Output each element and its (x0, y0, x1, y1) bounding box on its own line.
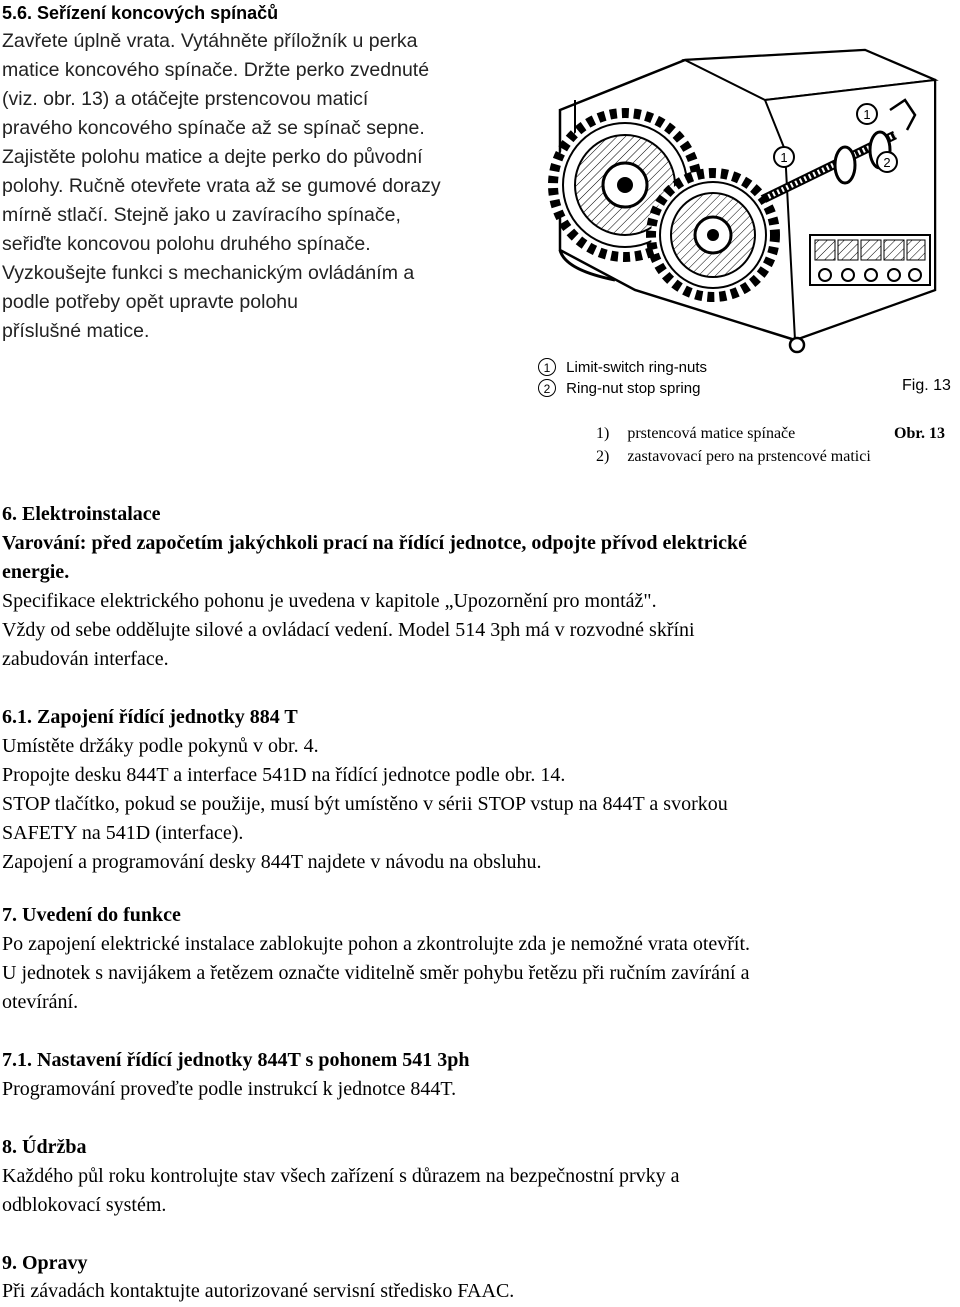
paragraph-line: Umístěte držáky podle pokynů v obr. 4. (2, 735, 319, 757)
paragraph-line: U jednotek s navijákem a řetězem označte viditelně směr pohybu řetězu při ručním zavírání a (2, 962, 750, 984)
caption-line: 2) zastavovací pero na prstencové matici (596, 448, 871, 465)
terminal-block (810, 235, 930, 285)
paragraph-line: Zavřete úplně vrata. Vytáhněte příložník u perka (2, 30, 418, 52)
paragraph-line: Po zapojení elektrické instalace zablokujte pohon a zkontrolujte zda je nemožné vrata otevřít. (2, 933, 751, 955)
paragraph-line: podle potřeby opět upravte polohu (2, 291, 298, 313)
figure-label: Fig. 13 (902, 377, 951, 394)
section-9-heading: 9. Opravy (2, 1252, 88, 1274)
section-8-heading: 8. Údržba (2, 1136, 87, 1158)
paragraph-line: Při závadách kontaktujte autorizované servisní středisko FAAC. (2, 1280, 515, 1302)
figure-13 (535, 40, 960, 400)
callout-marker (877, 152, 897, 172)
ring-nut (835, 147, 855, 183)
paragraph-line: příslušné matice. (2, 320, 150, 342)
section-5-6-paragraph (2, 27, 522, 346)
paragraph-line: Specifikace elektrického pohonu je uvedena v kapitole „Upozornění pro montáž". (2, 590, 657, 612)
paragraph-line: pravého koncového spínače až se spínač sepne. (2, 117, 425, 139)
gear-icon (651, 173, 775, 297)
caption-figure-number: Obr. 13 (894, 425, 945, 442)
section-7-1-heading: 7.1. Nastavení řídící jednotky 844T s pohonem 541 3ph (2, 1049, 470, 1071)
section-6-1-heading: 6.1. Zapojení řídící jednotky 884 T (2, 706, 298, 728)
svg-text:2: 2 (883, 155, 891, 170)
paragraph-line: seřiďte koncovou polohu druhého spínače. (2, 233, 371, 255)
svg-text:1: 1 (863, 107, 871, 122)
gear-mechanism-illustration (535, 40, 960, 400)
caption-line: 1) prstencová matice spínače (596, 425, 796, 442)
paragraph-line: polohy. Ručně otevřete vrata až se gumové dorazy (2, 175, 441, 197)
section-6-heading: 6. Elektroinstalace (2, 503, 161, 525)
paragraph-line: STOP tlačítko, pokud se použije, musí být umístěno v sérii STOP vstup na 844T a svorkou (2, 793, 728, 815)
paragraph-line: Programování proveďte podle instrukcí k jednotce 844T. (2, 1078, 457, 1100)
paragraph-line: (viz. obr. 13) a otáčejte prstencovou maticí (2, 88, 369, 110)
paragraph-line: Vyzkoušejte funkci s mechanickým ovládáním a (2, 262, 415, 284)
paragraph-line: odblokovací systém. (2, 1194, 167, 1216)
paragraph-line: zabudován interface. (2, 648, 169, 670)
figure-legend-item: 1 Limit-switch ring-nuts (538, 358, 707, 376)
paragraph-line: otevírání. (2, 991, 79, 1013)
paragraph-line: mírně stlačí. Stejně jako u zavíracího spínače, (2, 204, 401, 226)
paragraph-line: Zapojení a programování desky 844T najdete v návodu na obsluhu. (2, 851, 542, 873)
paragraph-line: Každého půl roku kontrolujte stav všech zařízení s důrazem na bezpečnostní prvky a (2, 1165, 680, 1187)
paragraph-line: Propojte desku 844T a interface 541D na řídící jednotce podle obr. 14. (2, 764, 566, 786)
paragraph-line: Zajistěte polohu matice a dejte perko do původní (2, 146, 423, 168)
svg-text:1: 1 (780, 150, 788, 165)
callout-marker (774, 147, 794, 167)
section-7-heading: 7. Uvedení do funkce (2, 904, 181, 926)
paragraph-line: matice koncového spínače. Držte perko zvednuté (2, 59, 430, 81)
callout-marker (857, 104, 877, 124)
paragraph-line: SAFETY na 541D (interface). (2, 822, 244, 844)
section-5-6-heading: 5.6. Seřízení koncových spínačů (2, 3, 279, 23)
warning-line: energie. (2, 561, 70, 583)
figure-legend-item: 2 Ring-nut stop spring (538, 379, 700, 397)
paragraph-line: Vždy od sebe oddělujte silové a ovládací vedení. Model 514 3ph má v rozvodné skříni (2, 619, 695, 641)
warning-line: Varování: před započetím jakýchkoli prací na řídící jednotce, odpojte přívod elektrické (2, 532, 747, 554)
